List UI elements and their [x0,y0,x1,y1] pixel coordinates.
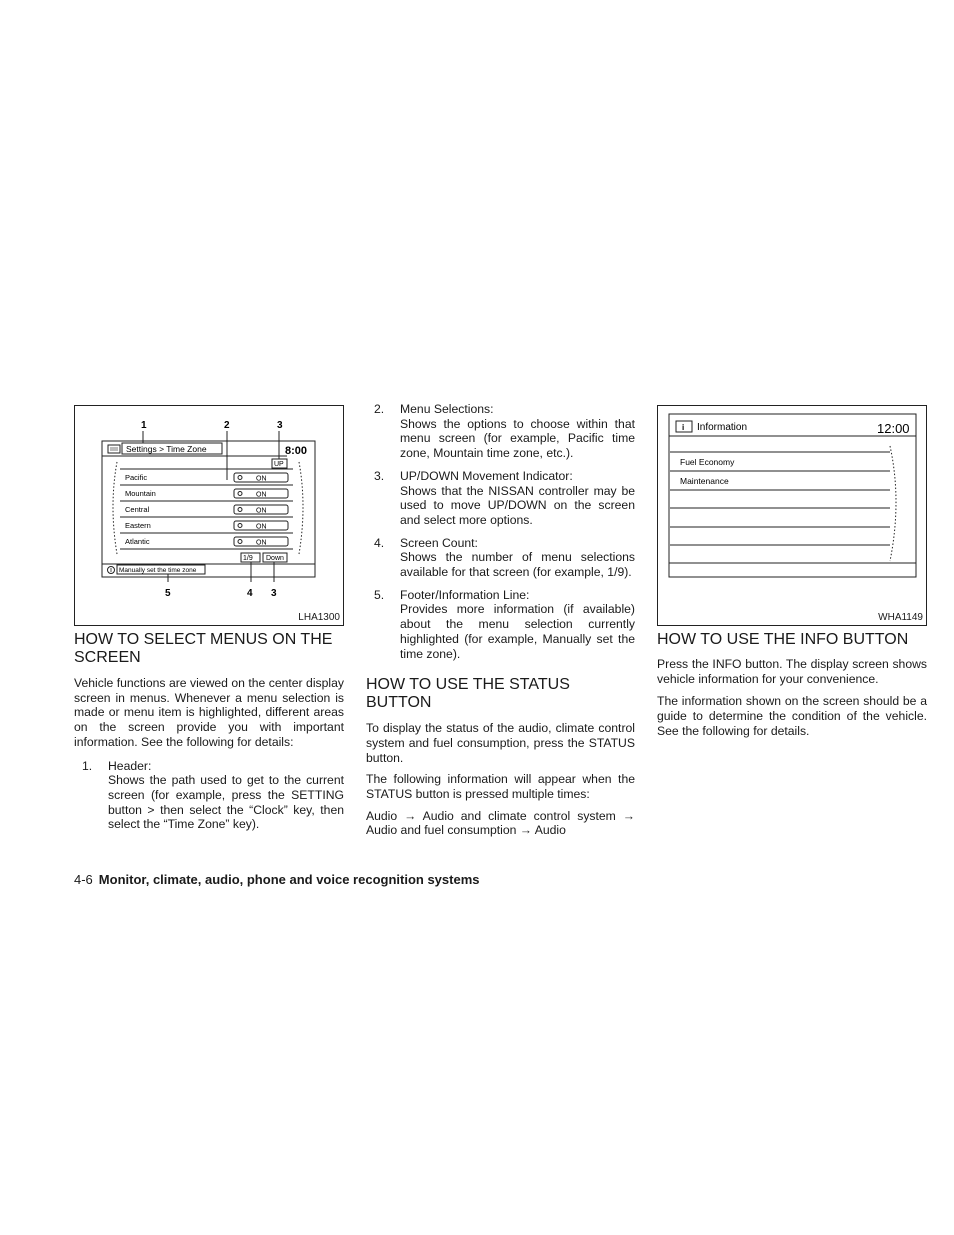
screen-header: Settings > Time Zone [126,444,207,454]
up-indicator: UP [274,461,284,468]
information-screen-illustration [658,406,926,625]
list-item [366,469,635,528]
item-head: Menu Selections: [400,402,494,416]
list-item [74,759,344,833]
item-body: Shows the number of menu selections available for that screen (for example, 1/9). [400,550,635,580]
heading-status-button: HOW TO USE THE STATUS BUTTON [366,676,570,712]
callout-1: 1 [141,420,147,431]
row-label-1: Pacific [125,473,148,482]
row-label-2: Mountain [125,489,156,498]
para-status-3: Audio → Audio and climate control system → Audio and fuel consumption → Audio [366,808,635,838]
para-status-2: The following information will appear when the STATUS button is pressed multiple times: [366,772,635,802]
item-body: Shows that the NISSAN controller may be used to move UP/DOWN on the screen and select more options. [400,483,635,527]
list-item [366,402,635,461]
callout-2: 2 [224,420,230,431]
section-title: Monitor, climate, audio, phone and voice recognition systems [98,872,480,887]
row-value-5: ON [256,539,267,547]
list-item [366,536,635,580]
info-row-2: Maintenance [680,476,729,486]
svg-text:i: i [682,423,685,432]
para-status-1: To display the status of the audio, climate control system and fuel consumption, press the STATUS button. [366,721,635,765]
item-number: 1. [82,758,93,773]
column-2 [366,402,635,838]
row-value-4: ON [256,523,267,531]
column-1 [74,631,344,832]
item-number: 4. [374,535,385,550]
callout-4: 4 [247,588,253,599]
row-value-2: ON [256,491,267,499]
item-body: Shows the path used to get to the current screen (for example, press the SETTING button > then select the “Clock” key, then select the “Time Zone” key). [108,773,344,832]
callout-3-top: 3 [277,420,283,431]
item-head: Footer/Information Line: [400,587,530,602]
row-label-3: Central [125,505,150,514]
para-info-1: Press the INFO button. The display screen shows vehicle information for your convenience. [657,657,927,686]
figure-information-screen [657,405,927,626]
row-label-5: Atlantic [125,537,150,546]
info-row-1: Fuel Economy [680,457,735,467]
list-item [366,588,635,662]
callout-3-bottom: 3 [271,588,277,599]
screen-clock: 8:00 [285,445,308,457]
info-clock: 12:00 [877,421,910,436]
para-select-menus: Vehicle functions are viewed on the center display screen in menus. Whenever a menu selection is made or menu item is highlighted, different areas on the screen provide you with important information. See the following for details: [74,676,344,749]
item-body: Shows the options to choose within that menu screen (for example, Pacific time zone, Mountain time zone, etc.). [400,416,635,461]
item-head: UP/DOWN Movement Indicator: [400,468,573,483]
screen-footer: Manually set the time zone [119,567,197,574]
item-head: Screen Count: [400,535,478,550]
figure-code: WHA1149 [878,612,923,623]
heading-info-button: HOW TO USE THE INFO BUTTON [657,631,909,648]
item-number: 3. [374,468,385,483]
row-value-1: ON [256,475,267,483]
callout-5: 5 [165,588,171,599]
menu-icon [108,445,120,453]
menu-rows [120,469,293,549]
heading-select-menus: HOW TO SELECT MENUS ON THE SCREEN [74,631,333,666]
row-label-4: Eastern [125,521,151,530]
screen-count: 1/9 [243,555,253,562]
column-3 [657,631,927,739]
item-head: Header: [108,758,152,773]
para-info-2: The information shown on the screen should be a guide to determine the condition of the vehicle. See the following for details. [657,694,927,738]
info-title: Information [697,422,748,433]
row-value-3: ON [256,507,267,515]
item-number: 2. [374,402,385,416]
time-zone-screen-illustration [75,406,343,625]
figure-code: LHA1300 [298,612,340,623]
down-indicator: Down [266,555,284,562]
item-number: 5. [374,587,385,602]
item-body: Provides more information (if available) about the menu selection currently highlighted (for example, Manually set the time zone). [400,602,635,661]
page-footer [74,872,479,887]
page-number: 4-6 [74,872,93,887]
figure-time-zone-screen [74,405,344,626]
